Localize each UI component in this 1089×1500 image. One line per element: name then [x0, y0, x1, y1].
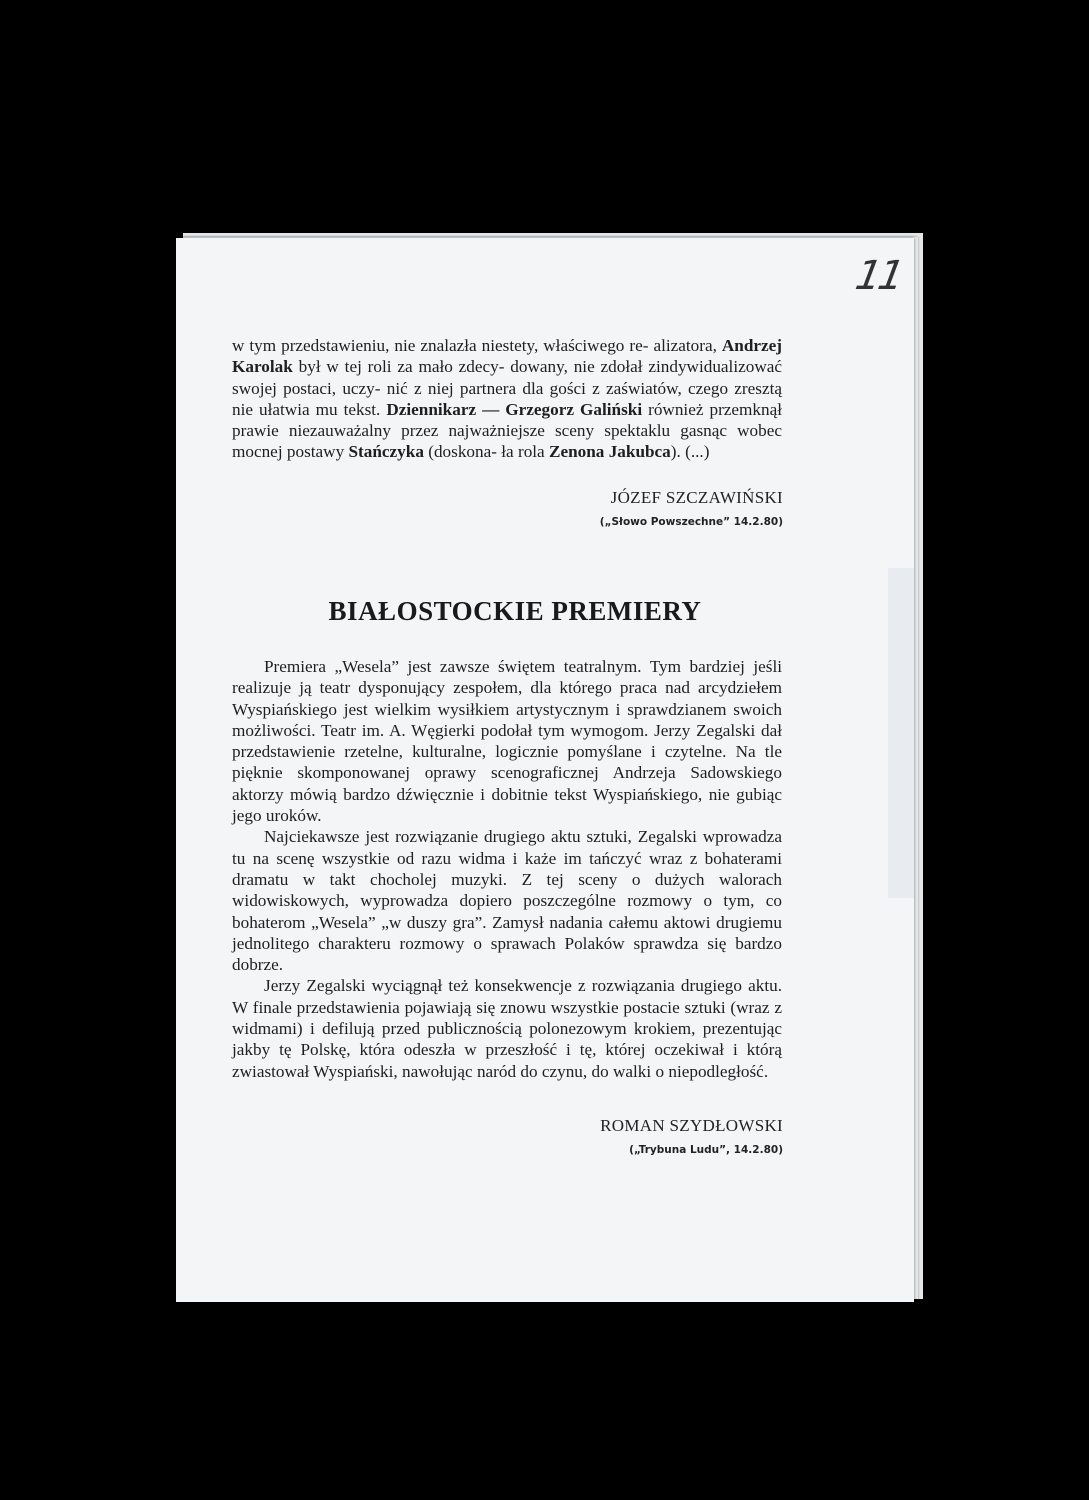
article-1-text: był w tej roli za mało zdecy- — [292, 357, 505, 377]
article-2-body — [232, 656, 782, 1082]
article-1-text: alizatora, — [653, 336, 722, 355]
article-1-text: (doskona- — [423, 442, 497, 462]
article-1-text: ła rola — [501, 442, 549, 462]
article-2-title: BIAŁOSTOCKIE PREMIERY — [328, 596, 702, 626]
article-1-body — [232, 335, 782, 463]
article-2-author: ROMAN SZYDŁOWSKI — [600, 1116, 783, 1135]
actor-name: Zenona Jakubca — [549, 442, 671, 462]
article-1-source: („Słowo Powszechne” 14.2.80) — [599, 516, 783, 528]
page-number: 11 — [851, 253, 905, 299]
article-1-text: nić z niej partnera dla gości z zaświatów, czego zresztą nie — [232, 378, 782, 419]
article-1-text: również — [642, 399, 704, 419]
article-1-text: dowany, nie zdołał zindywidualizować swojej postaci, uczy- — [232, 357, 782, 398]
article-2-source: („Trybuna Ludu”, 14.2.80) — [629, 1144, 783, 1156]
article-1-text: spektaklu gasnąc wobec mocnej postawy — [232, 421, 782, 462]
article-1-author: JÓZEF SZCZAWIŃSKI — [610, 488, 783, 507]
article-1-text: w tym przedstawieniu, nie znalazła niestety, właściwego re- — [232, 336, 649, 355]
article-2-paragraph: Jerzy Zegalski wyciągnął też konsekwencje z rozwiązania drugiego aktu. W finale przedstawienia pojawiają się znowu wszystkie postacie sztuki (wraz z widmami) i defilują przed publicznością polonezowym krokiem, prezentując jakby tę Polskę, która odeszła w przeszłość i tę, której oczekiwał i którą zwiastował Wyspiański, nawołując naród do czynu, do walki o niepodległość. — [232, 976, 782, 1081]
actor-name: Dziennikarz — Grzegorz Galiński — [386, 399, 643, 419]
article-2-paragraph: Premiera „Wesela” jest zawsze świętem teatralnym. Tym bardziej jeśli realizuje ją teatr dysponujący zespołem, dla którego praca nad arcydziełem Wyspiańskiego jest wielkim wysiłkiem artystycznym i sprawdzianem swoich możliwości. Teatr im. A. Węgierki podołał tym wymogom. Jerzy Zegalski dał przedstawienie rzetelne, kulturalne, logicznie pomyślane i czytelne. Na tle pięknie skomponowanej oprawy scenograficznej Andrzeja Sadowskiego aktorzy mówią bardzo dźwięcznie i dobitnie tekst Wyspiańskiego, nie gubiąc jego uroków. — [232, 657, 782, 826]
actor-name: Andrzej Karolak — [232, 336, 783, 377]
character-name: Stańczyka — [348, 442, 424, 462]
article-1-text: ułatwia mu tekst. — [259, 399, 387, 419]
article-1-text: przemknął prawie niezauważalny przez najważniejsze sceny — [232, 399, 783, 441]
article-1-text: ). (...) — [670, 442, 710, 462]
document-page — [176, 238, 914, 1302]
article-2-paragraph: Najciekawsze jest rozwiązanie drugiego aktu sztuki, Zegalski wprowadza tu na scenę wszystkie od razu widma i każe im tańczyć wraz z bohaterami dramatu w takt chocholej muzyki. Z tej sceny o dużych walorach widowiskowych, wyprowadza dopiero poszczególne rozmowy o tym, co bohaterom „Wesela” „w duszy gra”. Zamysł nadania całemu aktowi drugiemu jednolitego charakteru rozmowy o sprawach Polaków sprawdza się bardzo dobrze. — [232, 827, 782, 975]
